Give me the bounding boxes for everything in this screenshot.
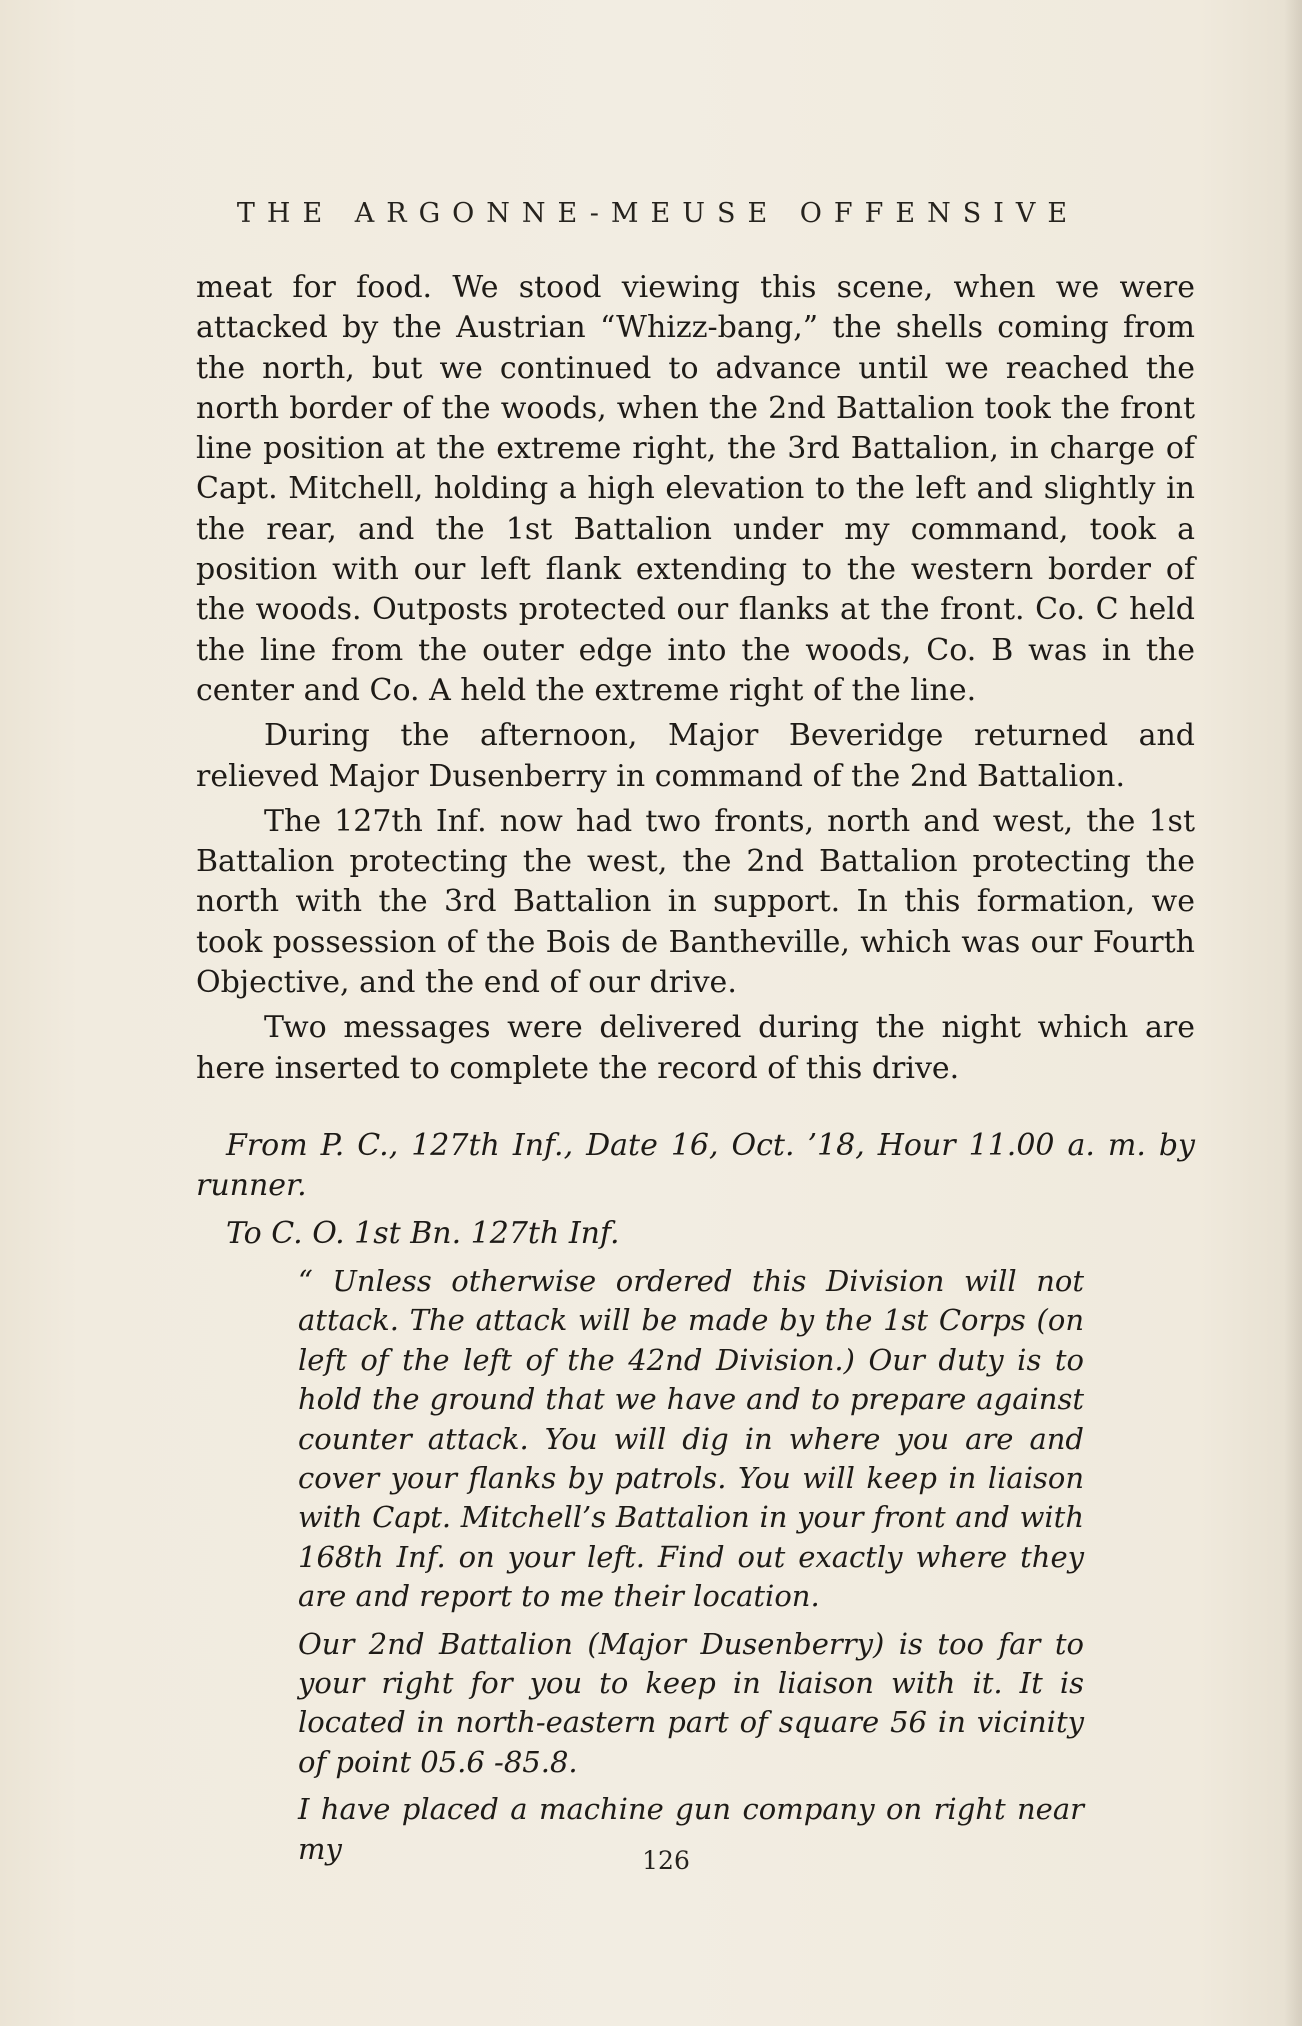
paragraph: meat for food. We stood viewing this scene, when we were attacked by the Austrian “Whizz-bang,” the shells coming from the north, but we continued to advance until we reached the north border of the woods, when the 2nd Battalion took the front line position at the extreme right, the 3rd Battalion, in charge of Capt. Mitchell, holding a high elevation to the left and slightly in the rear, and the 1st Battalion under my command, took a position with our left flank extending to the western border of the woods. Outposts protected our flanks at the front. Co. C held the line from the outer edge into the woods, Co. B was in the center and Co. A held the extreme right of the line. [196, 270, 1195, 708]
quote-paragraph: I have placed a machine gun company on right near my [298, 1792, 1084, 1866]
quote-paragraph: Our 2nd Battalion (Major Dusenberry) is too far to your right for you to keep in liaison with it. It is located in north-eastern part of square 56 in vicinity of point 05.6 -85.8. [298, 1626, 1084, 1779]
body-text [196, 268, 1195, 1094]
message-quote [298, 1262, 1084, 1877]
message-recipient: To C. O. 1st Bn. 127th Inf. [226, 1216, 620, 1251]
quote-paragraph: “ Unless otherwise ordered this Division will not attack. The attack will be made by the 1st Corps (on left of the left of the 42nd Division.) Our duty is to hold the ground that we have and to prepare against counter attack. You will dig in where you are and cover your flanks by patrols. You will keep in liaison with Capt. Mitchell’s Battalion in your front and with 168th Inf. on your left. Find out exactly where they are and report to me their location. [298, 1264, 1084, 1614]
message-header: From P. C., 127th Inf., Date 16, Oct. ’18, Hour 11.00 a. m. by runner. [196, 1128, 1195, 1203]
paragraph: Two messages were delivered during the night which are here inserted to complete the record of this drive. [196, 1010, 1195, 1086]
paragraph: The 127th Inf. now had two fronts, north and west, the 1st Battalion protecting the west, the 2nd Battalion protecting the north with the 3rd Battalion in support. In this formation, we took possession of the Bois de Bantheville, which was our Fourth Objective, and the end of our drive. [196, 803, 1195, 1001]
paragraph: During the afternoon, Major Beveridge returned and relieved Major Dusenberry in command of the 2nd Battalion. [196, 718, 1195, 794]
running-head: THE ARGONNE-MEUSE OFFENSIVE [236, 198, 1080, 229]
page-number: 126 [642, 1846, 690, 1875]
